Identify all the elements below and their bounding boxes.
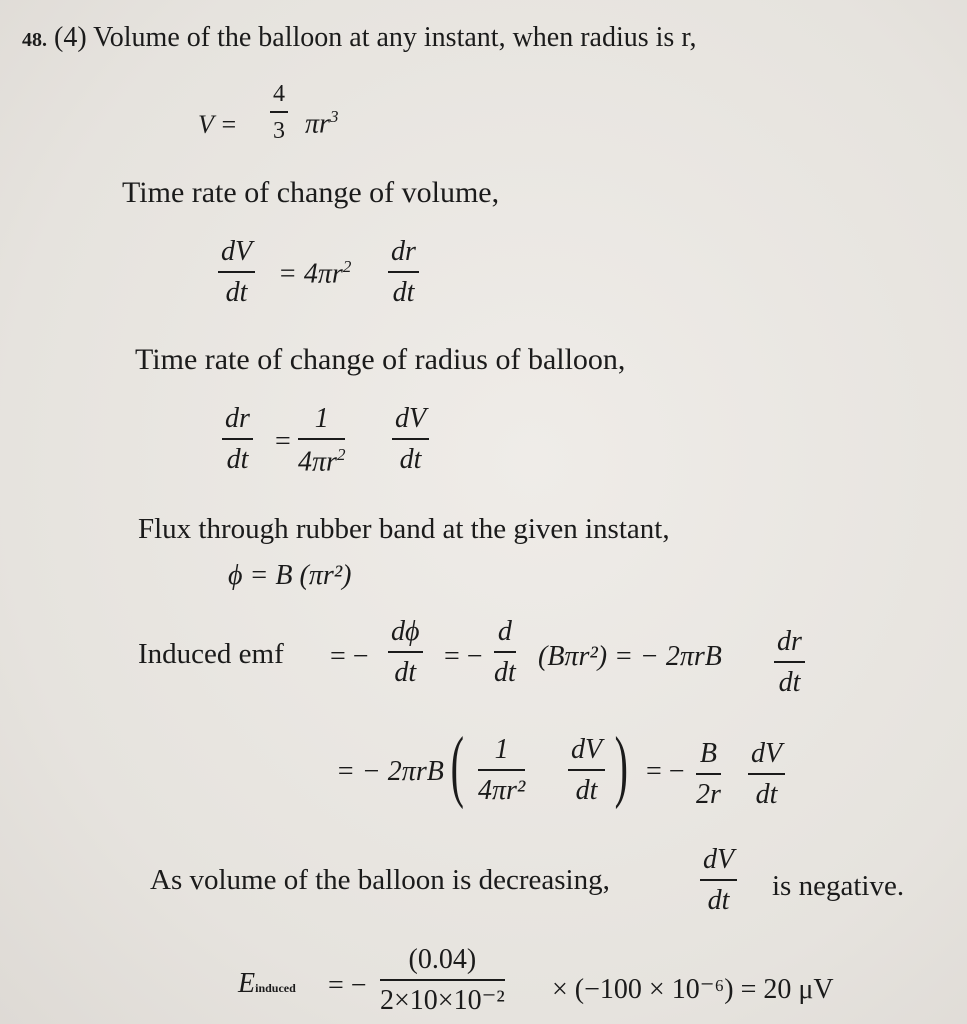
volume-fraction-num: 4 — [270, 82, 288, 113]
d-dt-fraction: $\frac{d}{dt}$ — [494, 616, 516, 688]
drdt-fraction: $\frac{dr}{dt}$ — [388, 238, 419, 307]
volume-rest: $\pi r^3$ — [305, 107, 339, 140]
question-intro: Volume of the balloon at any instant, when radius is r, — [93, 22, 697, 53]
dvdt-mid: = $4\pi r^2$ — [278, 257, 352, 290]
flux-intro: Flux through rubber band at the given instant, — [138, 513, 670, 545]
emf2-one-over: $\frac{1}{\text{4πr²}}$ — [478, 734, 526, 806]
question-header — [22, 24, 697, 52]
emf2-dvdt: $\frac{dV}{dt}$ — [568, 736, 605, 805]
emf2-eq: = − — [646, 756, 685, 787]
time-rate-volume: Time rate of change of volume, — [122, 176, 500, 209]
one-over-4pir2: $\frac{1}{4\pi r^2}$ — [298, 403, 346, 478]
volume-fraction — [270, 82, 288, 143]
emf2-b-over-2r: $\frac{B}{2r}$ — [696, 738, 721, 810]
emf-mid: (Bπr²) = − 2πrB — [538, 641, 722, 672]
dphi-dt-fraction: $\frac{d\phi}{dt}$ — [388, 618, 423, 687]
flux-equation: ϕ = B (πr²) — [228, 560, 352, 591]
negative-text: is negative. — [772, 870, 905, 902]
emf-eq1: = − — [330, 641, 369, 672]
question-number: 48. — [22, 29, 47, 51]
final-fraction: $\frac{(0.04)}{\text{2×10×10⁻²}}$ — [380, 944, 505, 1016]
drdt2-fraction: $\frac{dr}{dt}$ — [222, 405, 253, 474]
left-paren: ( — [450, 722, 464, 810]
dvdt-fraction: $\frac{dV}{dt}$ — [218, 238, 255, 307]
dr-dt-fraction-3: $\frac{dr}{dt}$ — [774, 628, 805, 697]
e-induced: Einduced — [238, 968, 296, 999]
dvdt2-fraction: $\frac{dV}{dt}$ — [392, 405, 429, 474]
question-option: (4) — [54, 22, 87, 53]
emf-eq2: = − — [444, 641, 483, 672]
decreasing-dvdt: $\frac{dV}{dt}$ — [700, 846, 737, 915]
right-paren: ) — [614, 722, 628, 810]
final-eq: = − — [328, 970, 367, 1001]
time-rate-radius: Time rate of change of radius of balloon, — [135, 343, 626, 376]
volume-fraction-den: 3 — [273, 118, 285, 144]
volume-lhs: V = — [198, 110, 238, 139]
emf2-dvdt-2: $\frac{dV}{dt}$ — [748, 740, 785, 809]
induced-emf-label: Induced emf — [138, 638, 284, 670]
final-rest: × (−100 × 10⁻⁶) = 20 μV — [552, 974, 834, 1005]
emf2-lead: = − 2πrB — [336, 756, 444, 787]
decreasing-text: As volume of the balloon is decreasing, — [150, 864, 610, 896]
drdt2-eq: = — [275, 426, 291, 457]
